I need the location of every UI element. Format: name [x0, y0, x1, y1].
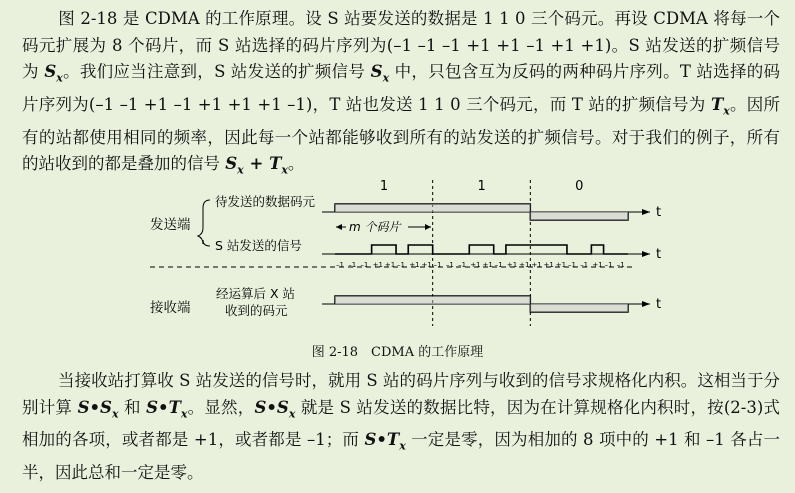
- m-arrowhead-left: [336, 224, 342, 230]
- bit-fill: [335, 204, 433, 212]
- symbol-main: S: [225, 154, 238, 174]
- para1-text-3: 中，只包含互为反码的两种码片序列。T 站选择的码片序列为(–1 –1 +1 –1 +1 +1 +1 –1)，T 站也发送 1 1 0 三个码元，而 T 站的扩频信号为: [22, 62, 781, 114]
- chip-label: –1: [616, 261, 625, 269]
- symbol-main: T: [710, 94, 724, 114]
- send-label: 发送端: [150, 217, 191, 233]
- para1-text-5: 。: [287, 154, 305, 174]
- expr-s-sx: [77, 397, 119, 420]
- cdma-figure: [0, 176, 795, 346]
- expr-s-tx: [364, 430, 406, 453]
- paragraph-intro: [22, 6, 780, 184]
- chip-label: –1: [433, 261, 442, 269]
- chip-label: +1: [470, 261, 481, 269]
- time-label: t: [656, 247, 662, 262]
- symbol-sx: [370, 62, 390, 85]
- expr-main: S•T: [364, 430, 400, 450]
- bit-fill: [433, 204, 531, 212]
- chip-label: +1: [506, 261, 518, 269]
- chip-label: +1: [531, 261, 542, 269]
- chip-label: –1: [348, 261, 357, 269]
- symbol-tx: [710, 94, 730, 118]
- para1-text-1: 图 2-18 是 CDMA 的工作原理。设 S 站要发送的数据是 1 1 0 三个码元。再设 CDMA 将每一个码元扩展为 8 个码片，而 S 站选择的码片序列为(–1 –1 –1 +1 +1 –1 +1 +1)。S 站发送的扩频信号为: [22, 9, 780, 81]
- chip-label: +1: [592, 261, 603, 269]
- chip-label: +1: [372, 261, 383, 269]
- expr-s-tx: [146, 397, 188, 420]
- plus-sign: +: [243, 154, 270, 174]
- signal-axis-arrowhead: [642, 251, 650, 257]
- m-label: m 个码片: [349, 220, 401, 234]
- chip-label: –1: [567, 261, 576, 269]
- chip-label: –1: [397, 261, 406, 269]
- chip-label: +1: [409, 261, 420, 269]
- expr-main: S•S: [254, 397, 289, 417]
- chip-label: –1: [336, 261, 344, 269]
- chip-label: –1: [458, 261, 467, 269]
- para1-text-2: 。我们应当注意到，S 站发送的扩频信号: [62, 62, 371, 81]
- received-axis-arrowhead: [642, 301, 650, 307]
- chip-label: +1: [555, 261, 567, 269]
- m-arrowhead-right: [425, 224, 431, 230]
- bit-value-label: 1: [477, 179, 486, 194]
- recv-label: 接收端: [150, 300, 191, 316]
- symbol-sub: x: [723, 104, 730, 118]
- symbol-sx: [44, 62, 63, 85]
- symbol-sub: x: [56, 71, 63, 85]
- chip-label: +1: [482, 261, 493, 269]
- symbol-sx: [225, 154, 244, 177]
- expr-sub: x: [288, 406, 296, 420]
- symbol-main: S: [370, 62, 383, 81]
- expr-sub: x: [399, 439, 406, 453]
- row2-label: S 站发送的信号: [215, 238, 302, 253]
- chip-label: –1: [360, 261, 369, 269]
- para2-text-5: 一定是零，因为相加的 8 项中的 +1 和 –1 各占一半，因此总和一定是零。: [22, 430, 780, 483]
- expr-s-sx: [254, 397, 296, 420]
- time-label: t: [656, 297, 662, 312]
- para2-text-2: 和: [118, 397, 147, 417]
- data-axis-arrowhead: [642, 209, 650, 215]
- expr-main: S•T: [146, 397, 181, 417]
- symbol-sub: x: [382, 71, 390, 85]
- bit-fill: [433, 296, 531, 304]
- para1-text-4: 。因所有的站都使用相同的频率，因此每一个站都能够收到所有的站发送的扩频信号。对于我们的例子，所有的站收到的都是叠加的信号: [22, 94, 780, 174]
- symbol-main: T: [269, 154, 282, 174]
- send-brace: [198, 200, 210, 246]
- m-chip-annotation: [336, 220, 431, 234]
- bit-fill: [530, 212, 628, 220]
- row1-label: 待发送的数据码元: [215, 194, 316, 209]
- figure-caption: 图 2-18 CDMA 的工作原理: [311, 345, 484, 360]
- para2-text-4: 就是 S 站发送的数据比特，因为在计算规格化内积时，按(2-3)式相加的各项，或者都是 +1，或者都是 –1；而: [22, 397, 781, 450]
- time-label: t: [656, 205, 662, 220]
- chip-waveform: [335, 245, 628, 254]
- row3-label-line2: 收到的码元: [225, 303, 288, 318]
- chip-label: –1: [604, 261, 613, 269]
- bit-value-label: 0: [575, 179, 584, 194]
- expr-sub: x: [180, 406, 188, 420]
- chip-label: –1: [580, 261, 589, 269]
- chip-label: +1: [384, 261, 396, 269]
- bit-fill: [335, 296, 433, 304]
- symbol-tx: [269, 154, 288, 177]
- chip-label: +1: [543, 261, 554, 269]
- paragraph-receive: [22, 368, 780, 487]
- chip-label: –1: [494, 261, 503, 269]
- para2-text-1: 当接收站打算收 S 站发送的信号时，就用 S 站的码片序列与收到的信号求规格化内积。这相当于分别计算: [22, 371, 780, 417]
- symbol-main: S: [44, 62, 57, 81]
- symbol-sub: x: [237, 163, 244, 177]
- chip-label: +1: [519, 261, 530, 269]
- bit-fill: [530, 304, 628, 312]
- bit-value-label: 1: [379, 179, 389, 194]
- chip-label: +1: [421, 261, 432, 269]
- row3-label-line1: 经运算后 X 站: [216, 286, 296, 301]
- expr-main: S•S: [77, 397, 112, 417]
- expr-sub: x: [111, 406, 119, 420]
- symbol-sub: x: [281, 163, 288, 177]
- chip-label: –1: [445, 261, 454, 269]
- para2-text-3: 。显然，: [187, 397, 255, 417]
